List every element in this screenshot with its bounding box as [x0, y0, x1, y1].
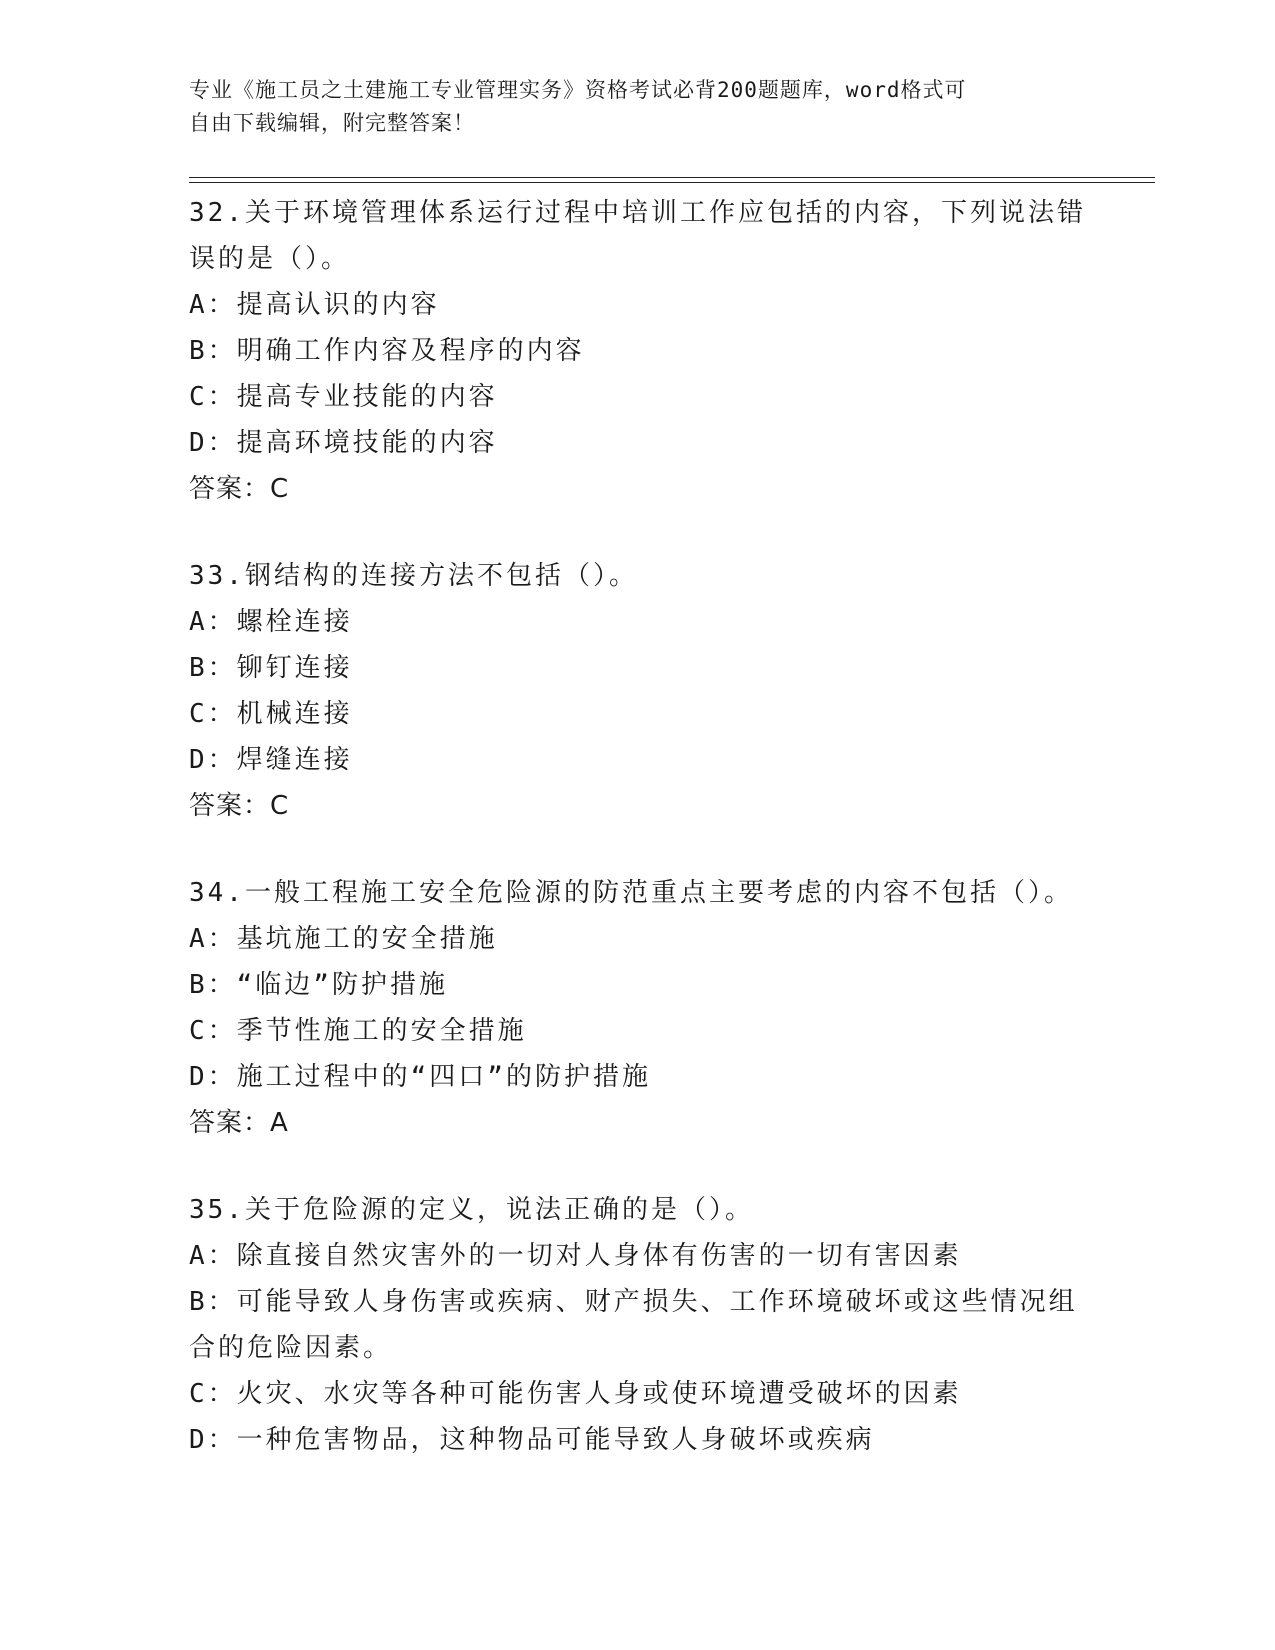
option-d: D：提高环境技能的内容 [189, 428, 498, 458]
answer: 答案：C [189, 791, 290, 821]
question-list [189, 190, 1089, 1504]
question-35 [189, 1187, 1089, 1463]
question-stem: 32.关于环境管理体系运行过程中培训工作应包括的内容，下列说法错 [189, 198, 1086, 228]
header-line-2: 自由下载编辑，附完整答案！ [189, 111, 475, 135]
option-b: B：可能导致人身伤害或疾病、财产损失、工作环境破坏或这些情况组 [189, 1287, 1078, 1317]
question-33 [189, 553, 1089, 829]
option-d: D：焊缝连接 [189, 745, 353, 775]
option-b: B：“临边”防护措施 [189, 970, 448, 1000]
option-c: C：机械连接 [189, 699, 353, 729]
question-32 [189, 190, 1089, 512]
option-c: C：提高专业技能的内容 [189, 382, 498, 412]
header-divider-bottom [189, 182, 1155, 183]
option-d: D：一种危害物品，这种物品可能导致人身破坏或疾病 [189, 1425, 875, 1455]
option-d: D：施工过程中的“四口”的防护措施 [189, 1062, 651, 1092]
question-34 [189, 870, 1089, 1146]
question-stem: 误的是（）。 [189, 244, 351, 274]
option-b: B：铆钉连接 [189, 653, 353, 683]
option-b-continued: 合的危险因素。 [189, 1333, 393, 1363]
header-line-1: 专业《施工员之土建施工专业管理实务》资格考试必背200题题库，word格式可 [189, 78, 967, 102]
header-divider-top [189, 177, 1155, 178]
question-stem: 33.钢结构的连接方法不包括（）。 [189, 561, 638, 591]
option-a: A：基坑施工的安全措施 [189, 924, 498, 954]
document-header [189, 74, 1069, 140]
option-a: A：螺栓连接 [189, 607, 353, 637]
option-b: B：明确工作内容及程序的内容 [189, 336, 585, 366]
option-a: A：提高认识的内容 [189, 290, 440, 320]
question-stem: 35.关于危险源的定义，说法正确的是（）。 [189, 1195, 754, 1225]
answer: 答案：A [189, 1108, 289, 1138]
option-a: A：除直接自然灾害外的一切对人身体有伤害的一切有害因素 [189, 1241, 962, 1271]
option-c: C：火灾、水灾等各种可能伤害人身或使环境遭受破坏的因素 [189, 1379, 962, 1409]
answer: 答案：C [189, 474, 290, 504]
question-stem: 34.一般工程施工安全危险源的防范重点主要考虑的内容不包括（）。 [189, 878, 1073, 908]
option-c: C：季节性施工的安全措施 [189, 1016, 527, 1046]
